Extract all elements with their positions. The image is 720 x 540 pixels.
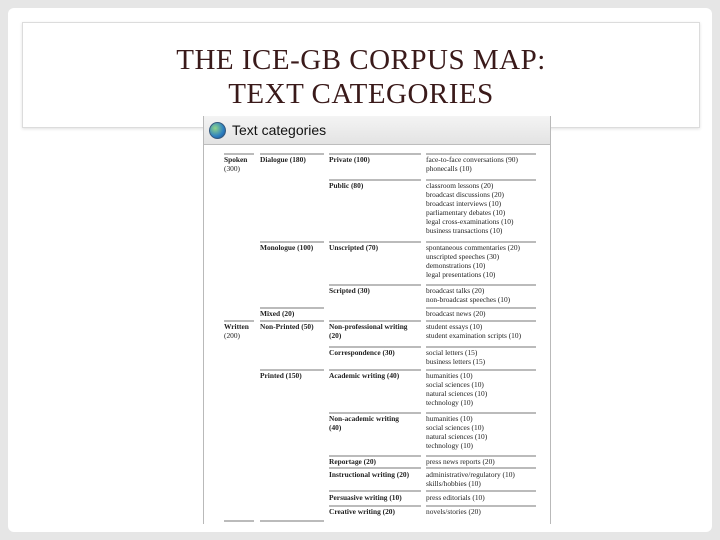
cat-monologue: Monologue (100) <box>260 243 314 252</box>
window-title: Text categories <box>232 122 327 138</box>
cat-non-academic-2: (40) <box>329 423 342 432</box>
leaf-private-2: phonecalls (10) <box>426 164 472 173</box>
leaf-public-1: classroom lessons (20) <box>426 181 494 190</box>
leaf-scripted-1: broadcast talks (20) <box>426 286 485 295</box>
text-categories-window <box>203 116 551 524</box>
leaf-creative-1: novels/stories (20) <box>426 507 481 516</box>
leaf-public-5: legal cross-examinations (10) <box>426 217 514 226</box>
category-table-svg <box>204 146 550 524</box>
cat-instructional: Instructional writing (20) <box>329 470 410 479</box>
leaf-non-academic-3: natural sciences (10) <box>426 432 488 441</box>
leaf-unscripted-1: spontaneous commentaries (20) <box>426 243 520 252</box>
leaf-academic-4: technology (10) <box>426 398 473 407</box>
leaf-public-2: broadcast discussions (20) <box>426 190 504 199</box>
leaf-unscripted-2: unscripted speeches (30) <box>426 252 500 261</box>
globe-icon <box>209 122 226 139</box>
cat-written-count: (200) <box>224 331 241 340</box>
cat-non-prof-1: Non-professional writing <box>329 322 408 331</box>
cat-mixed: Mixed (20) <box>260 309 295 318</box>
leaf-non-academic-4: technology (10) <box>426 441 473 450</box>
leaf-public-4: parliamentary debates (10) <box>426 208 506 217</box>
title-band <box>22 22 700 128</box>
cat-non-academic-1: Non-academic writing <box>329 414 399 423</box>
slide-title-line-2: TEXT CATEGORIES <box>228 78 494 110</box>
cat-written: Written <box>224 322 249 331</box>
cat-non-printed: Non-Printed (50) <box>260 322 314 331</box>
leaf-correspondence-2: business letters (15) <box>426 357 486 366</box>
cat-reportage: Reportage (20) <box>329 457 376 466</box>
cat-correspondence: Correspondence (30) <box>329 348 395 357</box>
cat-scripted: Scripted (30) <box>329 286 370 295</box>
cat-public: Public (80) <box>329 181 364 190</box>
cat-non-prof-2: (20) <box>329 331 342 340</box>
window-header <box>204 116 550 145</box>
leaf-academic-1: humanities (10) <box>426 371 473 380</box>
cat-private: Private (100) <box>329 155 370 164</box>
leaf-non-academic-2: social sciences (10) <box>426 423 484 432</box>
cat-spoken: Spoken <box>224 155 248 164</box>
leaf-unscripted-4: legal presentations (10) <box>426 270 496 279</box>
cat-spoken-count: (300) <box>224 164 241 173</box>
leaf-academic-3: natural sciences (10) <box>426 389 488 398</box>
cat-unscripted: Unscripted (70) <box>329 243 379 252</box>
category-table <box>204 146 550 524</box>
leaf-non-prof-2: student examination scripts (10) <box>426 331 522 340</box>
cat-academic: Academic writing (40) <box>329 371 400 380</box>
leaf-correspondence-1: social letters (15) <box>426 348 478 357</box>
leaf-instructional-2: skills/hobbies (10) <box>426 479 481 488</box>
cat-creative: Creative writing (20) <box>329 507 395 516</box>
leaf-private-1: face-to-face conversations (90) <box>426 155 518 164</box>
cat-dialogue: Dialogue (180) <box>260 155 306 164</box>
leaf-public-3: broadcast interviews (10) <box>426 199 502 208</box>
cat-printed: Printed (150) <box>260 371 302 380</box>
leaf-academic-2: social sciences (10) <box>426 380 484 389</box>
leaf-mixed-1: broadcast news (20) <box>426 309 486 318</box>
cat-persuasive: Persuasive writing (10) <box>329 493 402 502</box>
slide-title-line-1: THE ICE-GB CORPUS MAP: <box>176 44 546 76</box>
leaf-non-prof-1: student essays (10) <box>426 322 483 331</box>
leaf-non-academic-1: humanities (10) <box>426 414 473 423</box>
leaf-unscripted-3: demonstrations (10) <box>426 261 486 270</box>
leaf-persuasive-1: press editorials (10) <box>426 493 485 502</box>
leaf-scripted-2: non-broadcast speeches (10) <box>426 295 511 304</box>
leaf-reportage-1: press news reports (20) <box>426 457 495 466</box>
leaf-public-6: business transactions (10) <box>426 226 503 235</box>
leaf-instructional-1: administrative/regulatory (10) <box>426 470 515 479</box>
